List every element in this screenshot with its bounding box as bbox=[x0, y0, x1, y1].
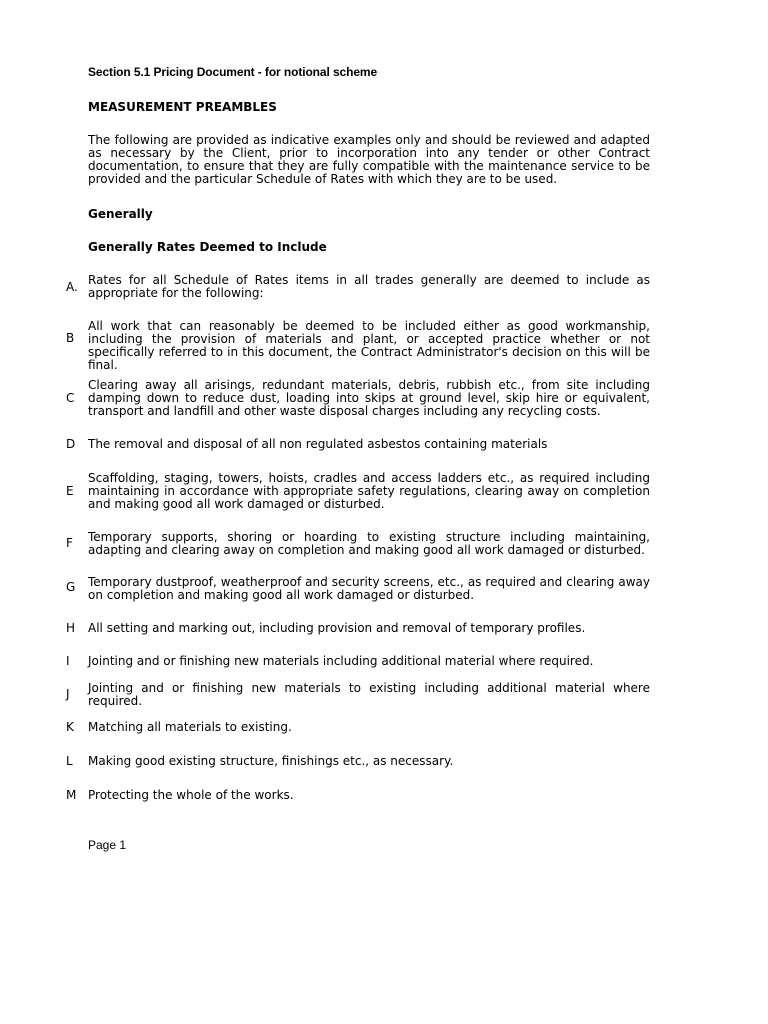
item-text: Jointing and or finishing new materials to existing including additional material where required. bbox=[88, 681, 650, 708]
intro-paragraph: The following are provided as indicative examples only and should be reviewed and adapted as necessary by the Client, prior to incorporation into any tender or other Contract documentation, to ensure that they are fully compatible with the maintenance service to be provided and the particular Schedule of Rates with which they are to be used. bbox=[88, 133, 650, 186]
heading-generally-rates: Generally Rates Deemed to Include bbox=[88, 240, 327, 254]
item-text: Jointing and or finishing new materials including additional material where required. bbox=[88, 654, 594, 668]
item-letter: E bbox=[66, 484, 74, 498]
page-header-title: Section 5.1 Pricing Document - for notional scheme bbox=[88, 65, 378, 79]
item-letter: L bbox=[66, 754, 73, 768]
item-letter: C bbox=[66, 391, 75, 405]
item-text: Protecting the whole of the works. bbox=[88, 788, 294, 802]
item-text: Temporary supports, shoring or hoarding to existing structure including maintaining, adapting and clearing away on completion and making good all work damaged or disturbed. bbox=[88, 530, 650, 557]
item-letter: I bbox=[66, 654, 70, 668]
heading-measurement-preambles: MEASUREMENT PREAMBLES bbox=[88, 100, 277, 114]
item-letter: G bbox=[66, 580, 76, 594]
item-text: Clearing away all arisings, redundant materials, debris, rubbish etc., from site including damping down to reduce dust, loading into skips at ground level, skip hire or equivalent, transport and landfill and other waste disposal charges including any recycling costs. bbox=[88, 378, 650, 418]
item-letter: D bbox=[66, 437, 76, 451]
item-text: All work that can reasonably be deemed to be included either as good workmanship, including the provision of materials and plant, or accepted practice whether or not specifically referred to in this document, the Contract Administrator's decision on this will be final. bbox=[88, 319, 650, 372]
item-letter: B bbox=[66, 331, 75, 345]
item-text: Rates for all Schedule of Rates items in all trades generally are deemed to include as appropriate for the following: bbox=[88, 273, 650, 300]
item-text: Temporary dustproof, weatherproof and security screens, etc., as required and clearing away on completion and making good all work damaged or disturbed. bbox=[88, 575, 650, 602]
item-letter: A. bbox=[66, 280, 78, 294]
item-text: Making good existing structure, finishings etc., as necessary. bbox=[88, 754, 454, 768]
item-letter: F bbox=[66, 536, 73, 550]
item-letter: K bbox=[66, 720, 74, 734]
item-text: The removal and disposal of all non regulated asbestos containing materials bbox=[88, 437, 548, 451]
item-text: Scaffolding, staging, towers, hoists, cradles and access ladders etc., as required including maintaining in accordance with appropriate safety regulations, clearing away on completion and making good all work damaged or disturbed. bbox=[88, 471, 650, 511]
heading-generally: Generally bbox=[88, 207, 153, 221]
item-letter: J bbox=[66, 687, 70, 701]
item-letter: M bbox=[66, 788, 77, 802]
item-letter: H bbox=[66, 621, 76, 635]
item-text: All setting and marking out, including provision and removal of temporary profiles. bbox=[88, 621, 586, 635]
page-number: Page 1 bbox=[88, 838, 127, 852]
item-text: Matching all materials to existing. bbox=[88, 720, 292, 734]
